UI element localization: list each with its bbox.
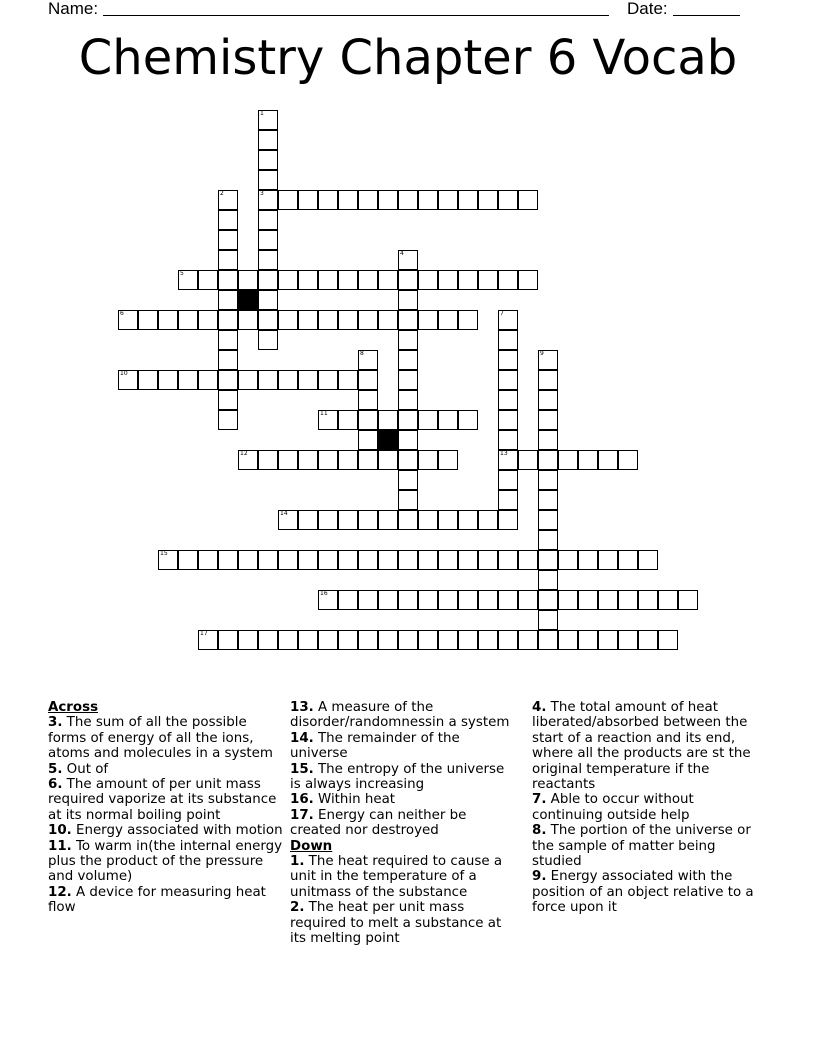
answer-square[interactable]	[398, 390, 418, 410]
answer-square[interactable]	[158, 310, 178, 330]
answer-square[interactable]	[218, 190, 238, 210]
answer-square[interactable]	[258, 450, 278, 470]
answer-square[interactable]	[478, 550, 498, 570]
answer-square[interactable]	[418, 590, 438, 610]
answer-square[interactable]	[218, 350, 238, 370]
answer-square[interactable]	[338, 190, 358, 210]
answer-square[interactable]	[438, 590, 458, 610]
answer-square[interactable]	[278, 510, 298, 530]
answer-square[interactable]	[218, 210, 238, 230]
answer-square[interactable]	[658, 630, 678, 650]
answer-square[interactable]	[338, 590, 358, 610]
clue-across-10: 10. Energy associated with motion	[48, 823, 283, 839]
answer-square[interactable]	[458, 630, 478, 650]
clue-down-8: 8. The portion of the universe or the sample of matter being studied	[532, 823, 751, 870]
clue-number: 4	[400, 250, 404, 257]
answer-square[interactable]	[338, 370, 358, 390]
clue-number: 11	[320, 410, 328, 417]
answer-square[interactable]	[358, 550, 378, 570]
clue-number: 1	[260, 110, 264, 117]
answer-square[interactable]	[518, 590, 538, 610]
answer-square[interactable]	[338, 310, 358, 330]
answer-square[interactable]	[538, 570, 558, 590]
answer-square[interactable]	[378, 410, 398, 430]
answer-square[interactable]	[418, 510, 438, 530]
answer-square[interactable]	[598, 450, 618, 470]
clue-number: 16	[320, 590, 328, 597]
answer-square[interactable]	[218, 390, 238, 410]
answer-square[interactable]	[218, 630, 238, 650]
answer-square[interactable]	[398, 330, 418, 350]
answer-square[interactable]	[118, 370, 138, 390]
answer-square[interactable]	[458, 550, 478, 570]
answer-square[interactable]	[278, 630, 298, 650]
answer-square[interactable]	[218, 310, 238, 330]
answer-square[interactable]	[218, 370, 238, 390]
answer-square[interactable]	[538, 390, 558, 410]
answer-square[interactable]	[578, 630, 598, 650]
answer-square[interactable]	[438, 450, 458, 470]
answer-square[interactable]	[258, 150, 278, 170]
answer-square[interactable]	[378, 510, 398, 530]
answer-square[interactable]	[218, 330, 238, 350]
answer-square[interactable]	[398, 450, 418, 470]
answer-square[interactable]	[458, 270, 478, 290]
clue-number: 14	[280, 510, 288, 517]
answer-square[interactable]	[458, 190, 478, 210]
answer-square[interactable]	[498, 590, 518, 610]
clue-across-6: 6. The amount of per unit mass required vaporize at its substance at its normal boiling point	[48, 777, 277, 823]
answer-square[interactable]	[418, 310, 438, 330]
answer-square[interactable]	[358, 630, 378, 650]
answer-square[interactable]	[538, 370, 558, 390]
answer-square[interactable]	[438, 270, 458, 290]
answer-square[interactable]	[498, 630, 518, 650]
answer-square[interactable]	[218, 290, 238, 310]
answer-square[interactable]	[398, 370, 418, 390]
answer-square[interactable]	[498, 190, 518, 210]
answer-square[interactable]	[498, 550, 518, 570]
answer-square[interactable]	[298, 550, 318, 570]
answer-square[interactable]	[338, 410, 358, 430]
clue-number: 9	[540, 350, 544, 357]
answer-square[interactable]	[238, 310, 258, 330]
clue-number: 6	[120, 310, 124, 317]
answer-square[interactable]	[518, 550, 538, 570]
answer-square[interactable]	[298, 270, 318, 290]
answer-square[interactable]	[498, 370, 518, 390]
clue-number: 8	[360, 350, 364, 357]
clue-across-15: 15. The entropy of the universe is always increasing	[290, 761, 505, 793]
answer-square[interactable]	[258, 250, 278, 270]
answer-square[interactable]	[398, 310, 418, 330]
clue-across-5: 5. Out of	[48, 761, 109, 777]
answer-square[interactable]	[218, 550, 238, 570]
answer-square[interactable]	[258, 270, 278, 290]
answer-square[interactable]	[398, 490, 418, 510]
black-square	[238, 290, 258, 310]
answer-square[interactable]	[178, 370, 198, 390]
answer-square[interactable]	[118, 310, 138, 330]
answer-square[interactable]	[618, 590, 638, 610]
answer-square[interactable]	[558, 630, 578, 650]
answer-square[interactable]	[258, 130, 278, 150]
answer-square[interactable]	[318, 550, 338, 570]
answer-square[interactable]	[438, 630, 458, 650]
clue-number: 13	[500, 450, 508, 457]
name-label: Name:	[48, 0, 99, 18]
answer-square[interactable]	[398, 270, 418, 290]
answer-square[interactable]	[318, 590, 338, 610]
answer-square[interactable]	[538, 430, 558, 450]
clue-across-3: 3. The sum of all the possible forms of energy of all the ions, atoms and molecules in a system	[48, 715, 273, 762]
answer-square[interactable]	[358, 270, 378, 290]
clue-number: 7	[500, 310, 504, 317]
answer-square[interactable]	[538, 470, 558, 490]
answer-square[interactable]	[398, 470, 418, 490]
answer-square[interactable]	[418, 450, 438, 470]
answer-square[interactable]	[398, 290, 418, 310]
answer-square[interactable]	[438, 550, 458, 570]
answer-square[interactable]	[318, 510, 338, 530]
answer-square[interactable]	[338, 630, 358, 650]
answer-square[interactable]	[538, 450, 558, 470]
answer-square[interactable]	[258, 370, 278, 390]
answer-square[interactable]	[278, 450, 298, 470]
answer-square[interactable]	[198, 550, 218, 570]
answer-square[interactable]	[538, 550, 558, 570]
answer-square[interactable]	[538, 410, 558, 430]
answer-square[interactable]	[438, 410, 458, 430]
clue-across-11: 11. To warm in(the internal energy plus the product of the pressure and volume)	[48, 838, 283, 885]
answer-square[interactable]	[318, 410, 338, 430]
answer-square[interactable]	[218, 270, 238, 290]
answer-square[interactable]	[618, 450, 638, 470]
answer-square[interactable]	[498, 310, 518, 330]
clue-down-9: 9. Energy associated with the position of an object relative to a force upon it	[532, 869, 754, 916]
answer-square[interactable]	[298, 190, 318, 210]
answer-square[interactable]	[558, 550, 578, 570]
answer-square[interactable]	[298, 370, 318, 390]
answer-square[interactable]	[438, 190, 458, 210]
answer-square[interactable]	[498, 330, 518, 350]
answer-square[interactable]	[398, 430, 418, 450]
answer-square[interactable]	[658, 590, 678, 610]
answer-square[interactable]	[238, 630, 258, 650]
answer-square[interactable]	[258, 630, 278, 650]
clue-down-4: 4. The total amount of heat liberated/absorbed between the start of a reaction and its end, where all the products are st the original temperature if the reactants	[532, 700, 751, 793]
answer-square[interactable]	[358, 390, 378, 410]
answer-square[interactable]	[298, 310, 318, 330]
answer-square[interactable]	[538, 590, 558, 610]
answer-square[interactable]	[238, 270, 258, 290]
answer-square[interactable]	[498, 350, 518, 370]
answer-square[interactable]	[178, 550, 198, 570]
answer-square[interactable]	[358, 510, 378, 530]
answer-square[interactable]	[378, 630, 398, 650]
answer-square[interactable]	[358, 350, 378, 370]
answer-square[interactable]	[578, 550, 598, 570]
answer-square[interactable]	[438, 310, 458, 330]
clue-number: 2	[220, 190, 224, 197]
answer-square[interactable]	[278, 190, 298, 210]
answer-square[interactable]	[578, 590, 598, 610]
down-heading: Down	[290, 838, 333, 854]
answer-square[interactable]	[498, 410, 518, 430]
clue-down-2: 2. The heat per unit mass required to melt a substance at its melting point	[290, 900, 502, 947]
answer-square[interactable]	[478, 270, 498, 290]
answer-square[interactable]	[438, 510, 458, 530]
answer-square[interactable]	[218, 250, 238, 270]
clue-column-2	[290, 700, 515, 947]
answer-square[interactable]	[258, 330, 278, 350]
answer-square[interactable]	[258, 550, 278, 570]
answer-square[interactable]	[258, 310, 278, 330]
clue-number: 17	[200, 630, 208, 637]
answer-square[interactable]	[498, 490, 518, 510]
answer-square[interactable]	[178, 310, 198, 330]
answer-square[interactable]	[538, 350, 558, 370]
answer-square[interactable]	[278, 370, 298, 390]
answer-square[interactable]	[418, 550, 438, 570]
answer-square[interactable]	[358, 370, 378, 390]
answer-square[interactable]	[398, 190, 418, 210]
answer-square[interactable]	[238, 370, 258, 390]
clue-across-14: 14. The remainder of the universe	[290, 730, 460, 762]
clue-across-13: 13. A measure of the disorder/randomnessin a system	[290, 700, 510, 731]
answer-square[interactable]	[538, 510, 558, 530]
answer-square[interactable]	[598, 550, 618, 570]
answer-square[interactable]	[258, 190, 278, 210]
clue-down-7: 7. Able to occur without continuing outside help	[532, 792, 694, 823]
clue-across-16: 16. Within heat	[290, 792, 396, 808]
answer-square[interactable]	[318, 190, 338, 210]
answer-square[interactable]	[498, 390, 518, 410]
answer-square[interactable]	[618, 630, 638, 650]
answer-square[interactable]	[418, 410, 438, 430]
answer-square[interactable]	[598, 630, 618, 650]
across-heading: Across	[48, 700, 99, 715]
answer-square[interactable]	[278, 270, 298, 290]
page-title: Chemistry Chapter 6 Vocab	[78, 30, 738, 86]
answer-square[interactable]	[398, 550, 418, 570]
answer-square[interactable]	[338, 550, 358, 570]
clue-down-1: 1. The heat required to cause a unit in the temperature of a unitmass of the substance	[290, 854, 503, 900]
clue-number: 10	[120, 370, 128, 377]
answer-square[interactable]	[298, 510, 318, 530]
answer-square[interactable]	[298, 630, 318, 650]
clue-across-17: 17. Energy can neither be created nor destroyed	[290, 807, 467, 839]
answer-square[interactable]	[378, 190, 398, 210]
answer-square[interactable]	[378, 590, 398, 610]
answer-square[interactable]	[478, 630, 498, 650]
answer-square[interactable]	[138, 370, 158, 390]
answer-square[interactable]	[598, 590, 618, 610]
answer-square[interactable]	[258, 210, 278, 230]
answer-square[interactable]	[338, 270, 358, 290]
answer-square[interactable]	[298, 450, 318, 470]
answer-square[interactable]	[538, 610, 558, 630]
answer-square[interactable]	[358, 310, 378, 330]
answer-square[interactable]	[618, 550, 638, 570]
clue-number: 15	[160, 550, 168, 557]
answer-square[interactable]	[458, 590, 478, 610]
answer-square[interactable]	[478, 590, 498, 610]
answer-square[interactable]	[198, 270, 218, 290]
answer-square[interactable]	[258, 170, 278, 190]
answer-square[interactable]	[238, 450, 258, 470]
black-square	[378, 430, 398, 450]
answer-square[interactable]	[498, 430, 518, 450]
answer-square[interactable]	[498, 510, 518, 530]
answer-square[interactable]	[418, 190, 438, 210]
answer-square[interactable]	[538, 530, 558, 550]
answer-square[interactable]	[358, 190, 378, 210]
answer-square[interactable]	[318, 370, 338, 390]
date-label: Date:	[627, 0, 668, 18]
answer-square[interactable]	[178, 270, 198, 290]
answer-square[interactable]	[398, 250, 418, 270]
answer-square[interactable]	[358, 410, 378, 430]
answer-square[interactable]	[258, 230, 278, 250]
answer-square[interactable]	[378, 550, 398, 570]
answer-square[interactable]	[398, 410, 418, 430]
answer-square[interactable]	[218, 230, 238, 250]
answer-square[interactable]	[358, 450, 378, 470]
answer-square[interactable]	[398, 510, 418, 530]
clue-number: 5	[180, 270, 184, 277]
answer-square[interactable]	[198, 630, 218, 650]
answer-square[interactable]	[318, 270, 338, 290]
answer-square[interactable]	[498, 270, 518, 290]
answer-square[interactable]	[318, 310, 338, 330]
answer-square[interactable]	[138, 310, 158, 330]
answer-square[interactable]	[158, 370, 178, 390]
answer-square[interactable]	[458, 510, 478, 530]
answer-square[interactable]	[518, 270, 538, 290]
answer-square[interactable]	[398, 630, 418, 650]
answer-square[interactable]	[678, 590, 698, 610]
answer-square[interactable]	[458, 310, 478, 330]
clue-column-3	[532, 700, 768, 916]
answer-square[interactable]	[538, 630, 558, 650]
answer-square[interactable]	[518, 190, 538, 210]
answer-square[interactable]	[398, 590, 418, 610]
answer-square[interactable]	[358, 430, 378, 450]
answer-square[interactable]	[378, 310, 398, 330]
answer-square[interactable]	[278, 310, 298, 330]
answer-square[interactable]	[158, 550, 178, 570]
answer-square[interactable]	[198, 310, 218, 330]
answer-square[interactable]	[478, 190, 498, 210]
answer-square[interactable]	[418, 270, 438, 290]
answer-square[interactable]	[418, 630, 438, 650]
answer-square[interactable]	[318, 450, 338, 470]
answer-square[interactable]	[558, 450, 578, 470]
answer-square[interactable]	[378, 450, 398, 470]
clue-column-1	[48, 700, 283, 916]
answer-square[interactable]	[558, 590, 578, 610]
answer-square[interactable]	[638, 630, 658, 650]
answer-square[interactable]	[358, 590, 378, 610]
answer-square[interactable]	[238, 550, 258, 570]
answer-square[interactable]	[198, 370, 218, 390]
clue-across-12: 12. A device for measuring heat flow	[48, 884, 266, 916]
answer-square[interactable]	[338, 450, 358, 470]
answer-square[interactable]	[258, 110, 278, 130]
answer-square[interactable]	[498, 450, 518, 470]
answer-square[interactable]	[478, 510, 498, 530]
answer-square[interactable]	[218, 410, 238, 430]
answer-square[interactable]	[638, 550, 658, 570]
answer-square[interactable]	[458, 410, 478, 430]
answer-square[interactable]	[398, 350, 418, 370]
answer-square[interactable]	[258, 290, 278, 310]
answer-square[interactable]	[498, 470, 518, 490]
answer-square[interactable]	[538, 490, 558, 510]
clue-number: 12	[240, 450, 248, 457]
answer-square[interactable]	[278, 550, 298, 570]
answer-square[interactable]	[378, 270, 398, 290]
answer-square[interactable]	[518, 630, 538, 650]
answer-square[interactable]	[318, 630, 338, 650]
answer-square[interactable]	[638, 590, 658, 610]
answer-square[interactable]	[518, 450, 538, 470]
clue-number: 3	[260, 190, 264, 197]
answer-square[interactable]	[578, 450, 598, 470]
answer-square[interactable]	[338, 510, 358, 530]
